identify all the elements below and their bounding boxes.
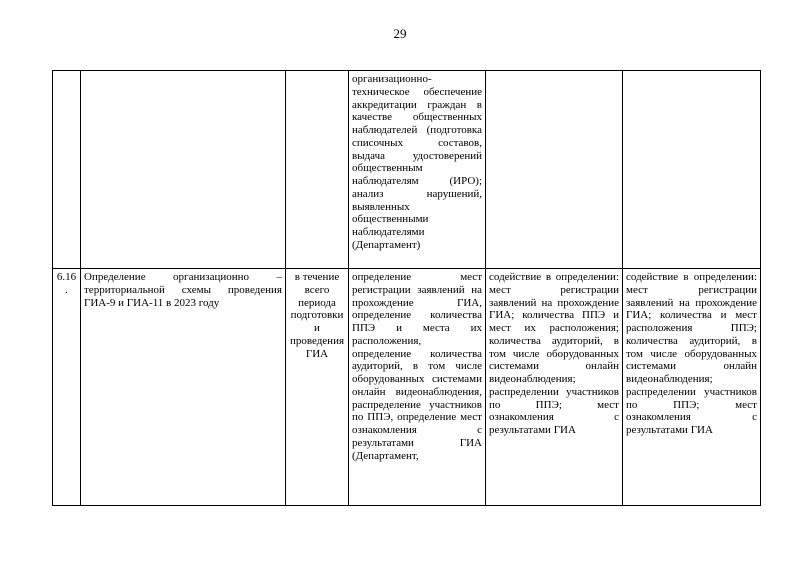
plan-table (52, 70, 761, 506)
department-actions-cell: организационно-техническое обеспечение аккредитации граждан в качестве общественных наблюдателей (подготовка списочных составов, выдача удостоверений общественным наблюдателям (ИРО); анализ нарушений, выявленных общественными наблюдателями (Департамент) (349, 71, 486, 269)
description-cell: Определение организационно – территориальной схемы проведения ГИА-9 и ГИА-11 в 2023 году (81, 269, 286, 506)
assistance-actions-cell-1 (486, 71, 623, 269)
department-actions-cell: определение мест регистрации заявлений на прохождение ГИА, определение количества ППЭ и места их расположения, определение количества аудиторий, в том числе оборудованных системами онлайн видеонаблюдения, распределение участников по ППЭ, определение мест ознакомления с результатами ГИА (Департамент, (349, 269, 486, 506)
row-number-cell (53, 71, 81, 269)
row-number-cell: 6.16. (53, 269, 81, 506)
assistance-actions-cell-1: содействие в определении: мест регистрации заявлений на прохождение ГИА; количества ППЭ и мест их расположения; количества аудиторий, в том числе оборудованных системами онлайн видеонаблюдения; распределении участников по ППЭ; мест ознакомления с результатами ГИА (486, 269, 623, 506)
description-cell (81, 71, 286, 269)
assistance-actions-cell-2: содействие в определении: мест регистрации заявлений на прохождение ГИА; количества и мест расположения ППЭ; количества аудиторий, в том числе оборудованных системами онлайн видеонаблюдения; распределении участников по ППЭ; мест ознакомления с результатами ГИА (623, 269, 761, 506)
timing-cell (286, 71, 349, 269)
table-row-continuation (53, 71, 761, 269)
table-row-6-16 (53, 269, 761, 506)
timing-cell: в течение всего периода подготовки и проведения ГИА (286, 269, 349, 506)
assistance-actions-cell-2 (623, 71, 761, 269)
page-number: 29 (393, 26, 407, 41)
